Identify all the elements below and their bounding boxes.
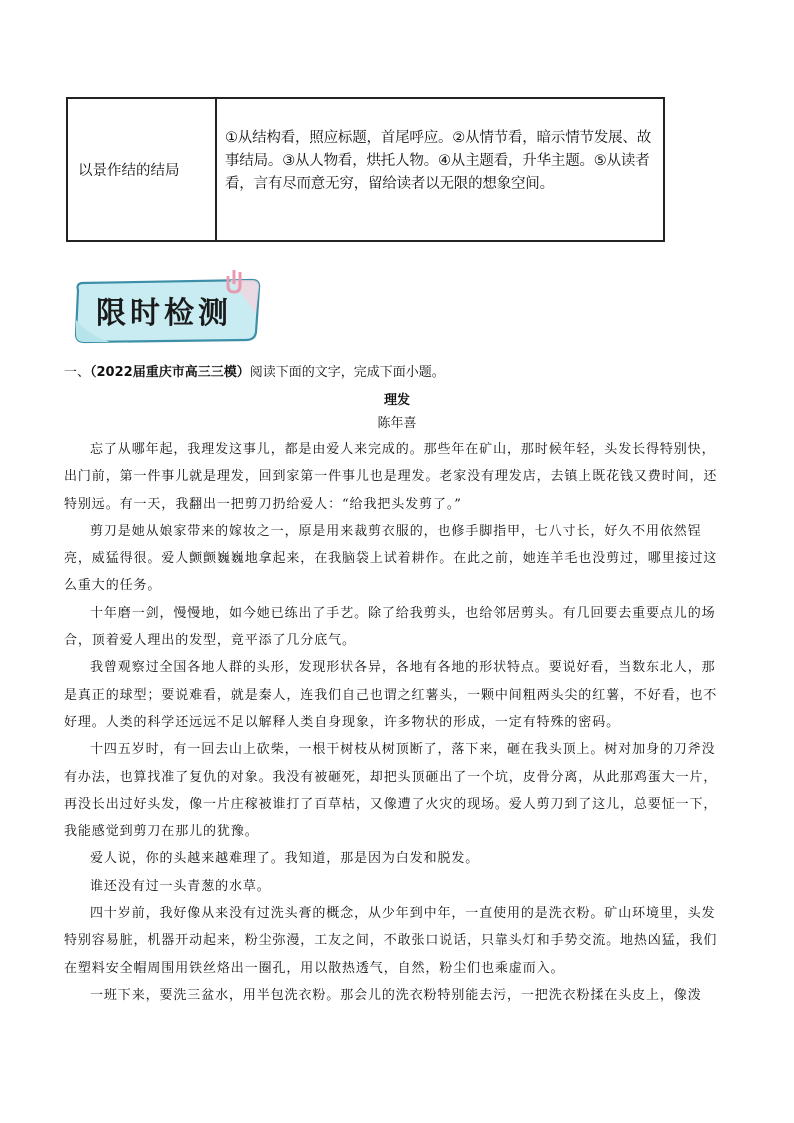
paragraph: 十年磨一剑，慢慢地，如今她已练出了手艺。除了给我剪头，也给邻居剪头。有几回要去重要点儿的场合，顶着爱人理出的发型，竟平添了几分底气。: [64, 605, 716, 649]
article-author: 陈年喜: [377, 416, 417, 431]
section-banner: [70, 270, 266, 346]
paragraph: 十四五岁时，有一回去山上砍柴，一根干树枝从树顶断了，落下来，砸在我头顶上。树对加身的刀斧没有办法，也算找准了复仇的对象。我没有被砸死，却把头顶砸出了一个坑，皮骨分离，从此那鸡蛋大一片，再没长出过好头发，像一片庄稼被谁打了百草枯，又像遭了火灾的现场。爱人剪刀到了这儿，总要怔一下，我能感觉到剪刀在那儿的犹豫。: [64, 742, 718, 840]
article-title: 理发: [383, 393, 410, 408]
paragraph: 忘了从哪年起，我理发这事儿，都是由爱人来完成的。那些年在矿山，那时候年轻，头发长得特别快，出门前，第一件事儿就是理发，回到家第一件事儿也是理发。老家没有理发店，去镇上既花钱又费时间，还特别远。有一天，我翻出一把剪刀扔给爱人：“给我把头发剪了。”: [64, 442, 718, 512]
question-source: （2022届重庆市高三三模）: [90, 365, 250, 380]
banner-title: 限时检测: [96, 296, 232, 331]
summary-table: [66, 97, 665, 242]
paragraph: 爱人说，你的头越来越难理了。我知道，那是因为白发和脱发。: [90, 851, 480, 867]
table-content-cell: ①从结构看，照应标题，首尾呼应。②从情节看，暗示情节发展、故事结局。③从人物看，烘托人物。④从主题看，升华主题。⑤从读者看，言有尽而意无穷，留给读者以无限的想象空间。: [225, 130, 651, 192]
table-label-cell: 以景作结的结局: [68, 99, 217, 240]
question-number: 一、: [64, 365, 91, 380]
paragraph: 谁还没有过一头青葱的水草。: [90, 878, 271, 894]
question-intro: [64, 361, 445, 380]
paragraph: 一班下来，要洗三盆水，用半包洗衣粉。那会儿的洗衣粉特别能去污，一把洗衣粉揉在头皮上，像泼: [90, 987, 702, 1003]
paragraph: 剪刀是她从娘家带来的嫁妆之一，原是用来裁剪衣服的，也修手脚指甲，七八寸长，好久不用依然锃亮，威猛得很。爱人颤颤巍巍地拿起来，在我脑袋上试着耕作。在此之前，她连羊毛也没剪过，哪里接过这么重大的任务。: [64, 523, 718, 594]
question-instruction: 阅读下面的文字，完成下面小题。: [249, 365, 445, 380]
paragraph: 我曾观察过全国各地人群的头形，发现形状各异，各地有各地的形状特点。要说好看，当数东北人，那是真正的球型；要说难看，就是秦人，连我们自己也谓之红薯头，一颗中间粗两头尖的红薯，不好看，也不好理。人类的科学还远远不足以解释人类自身现象，许多物状的形成，一定有特殊的密码。: [64, 660, 718, 730]
paragraph: 四十岁前，我好像从来没有过洗头膏的概念，从少年到中年，一直使用的是洗衣粉。矿山环境里，头发特别容易脏，机器开动起来，粉尘弥漫，工友之间，不敢张口说话，只靠头灯和手势交流。地热凶猛，我们在塑料安全帽周围用铁丝烙出一圈孔，用以散热透气，自然，粉尘们也乘虚而入。: [64, 906, 718, 976]
article-body: [64, 436, 724, 1009]
